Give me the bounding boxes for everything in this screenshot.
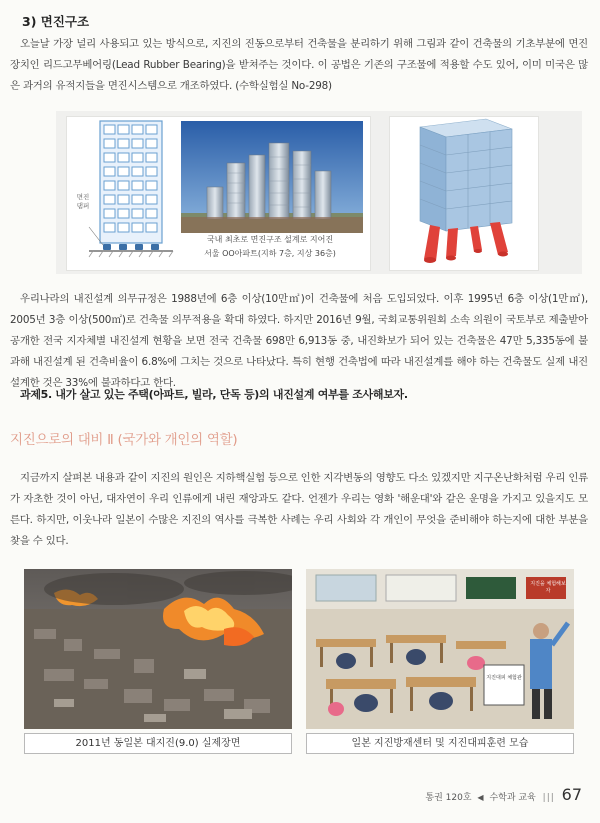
figure-caption-line1: 국내 최초로 면진구조 설계로 지어진	[206, 235, 334, 244]
preparation-paragraph: 지금까지 살펴본 내용과 같이 지진의 원인은 지하핵실험 등으로 인한 지각변동의 영향도 다소 있겠지만 지구온난화처럼 우리 인류가 자초한 것이 아닌, 대자연이 우리 인류에게 내린 재앙과도 같다. 언젠가 우리는 영화 '해운대'와 같은 운명을 가지고 있을지도 모른다. 하지만, 이웃나라 일본이 수많은 지진의 역사를 극복한 사례는 우리 사회와 각 개인이 무엇을 준비해야 하는지에 대한 부분을 찾을 수 있다.	[10, 472, 588, 547]
damper-label: 면진 댐퍼	[76, 193, 90, 210]
page-footer	[425, 785, 582, 804]
photo-caption-left: 2011년 동일본 대지진(9.0) 실제장면	[24, 733, 292, 754]
figure-right-frame	[389, 116, 539, 271]
earthquake-fire-photo	[24, 569, 292, 729]
figure-caption	[180, 233, 360, 267]
drill-box-text: 지진대피 체험관	[486, 675, 522, 681]
evacuation-drill-photo	[306, 569, 574, 729]
drill-poster-text: 지진을 체험해보자	[530, 581, 566, 594]
task-assignment: 과제5. 내가 살고 있는 주택(아파트, 빌라, 단독 등)의 내진설계 여부를 조사해보자.	[20, 388, 408, 401]
figure-caption-line2: 서울 OO아파트(지하 7층, 지상 36층)	[204, 249, 336, 258]
section-title: 3) 면진구조	[22, 14, 90, 29]
isolated-block-illustration	[390, 117, 538, 270]
seismic-design-paragraph: 우리나라의 내진설계 의무규정은 1988년에 6층 이상(10만㎡)이 건축물에 처음 도입되었다. 이후 1995년 6층 이상(1만㎡), 2005년 3층 이상(500㎡)로 건축물 의무적용을 확대 하였다. 하지만 2016년 9월, 국회교통위원회 소속 의원이 국토부로 제출받아 공개한 전국 지자체별 내진설계 현황을 보면 전국 건축물 698만 6,913동 중, 내진화보가 되어 있는 건축물은 47만 5,335동에 불과해 내진설계 된 건축비율이 6.8%에 그치는 것으로 나타났다. 특히 현행 건축법에 따라 내진설계를 해야 하는 건축물도 실제 내진 설계한 것은 33%에 불과하다고 한다.	[10, 293, 588, 389]
section-heading-2: 지진으로의 대비 Ⅱ (국가와 개인의 역할)	[10, 432, 238, 448]
divider-bars-icon: |||	[542, 793, 555, 803]
page-number: 67	[561, 785, 582, 804]
intro-paragraph: 오늘날 가장 널리 사용되고 있는 방식으로, 지진의 진동으로부터 건축물을 분리하기 위해 그림과 같이 건축물의 기초부분에 면진장치인 리드고무베어링(Lead Rubber Bearing)을 받쳐주는 것이다. 이 공법은 기존의 구조물에 적용할 수도 있어, 이미 미국은 많은 과거의 유적지들을 면진시스템으로 개조하였다. (수학실험실 No-298)	[10, 38, 588, 92]
photo-caption-right: 일본 지진방재센터 및 지진대피훈련 모습	[306, 733, 574, 754]
triangle-left-icon: ◀	[477, 793, 484, 802]
footer-issue: 통권 120호	[425, 793, 472, 803]
footer-section: 수학과 교육	[489, 793, 536, 803]
